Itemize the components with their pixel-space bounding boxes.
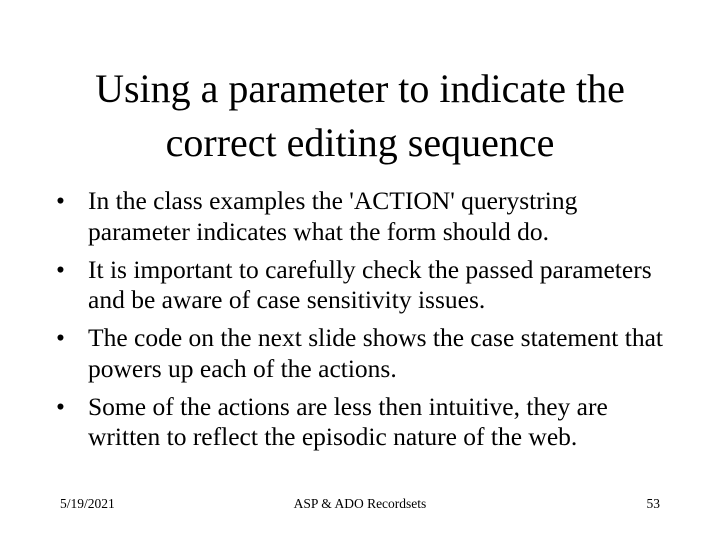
bullet-item — [56, 255, 676, 316]
slide-title-line-2: correct editing sequence — [165, 120, 555, 165]
bullet-text: Some of the actions are less then intuitive, they are written to reflect the episodic nature of the web. — [88, 391, 608, 451]
footer-title: ASP & ADO Recordsets — [293, 496, 427, 511]
bullet-icon: • — [56, 323, 65, 352]
slide-title-line-1: Using a parameter to indicate the — [95, 66, 625, 111]
footer-page-number: 53 — [646, 496, 660, 511]
bullet-item — [56, 323, 676, 384]
slide-title — [40, 62, 680, 170]
bullet-item — [56, 186, 676, 247]
bullet-icon: • — [56, 254, 65, 284]
bullet-text: The code on the next slide shows the case statement that powers up each of the actions. — [88, 323, 663, 383]
bullet-list — [56, 186, 676, 460]
bullet-text: In the class examples the 'ACTION' querystring parameter indicates what the form should do. — [88, 186, 578, 246]
footer-date: 5/19/2021 — [60, 496, 115, 511]
bullet-icon: • — [56, 391, 65, 421]
bullet-item — [56, 392, 676, 453]
bullet-icon: • — [56, 186, 65, 215]
bullet-text: It is important to carefully check the passed parameters and be aware of case sensitivity issues. — [88, 254, 652, 314]
